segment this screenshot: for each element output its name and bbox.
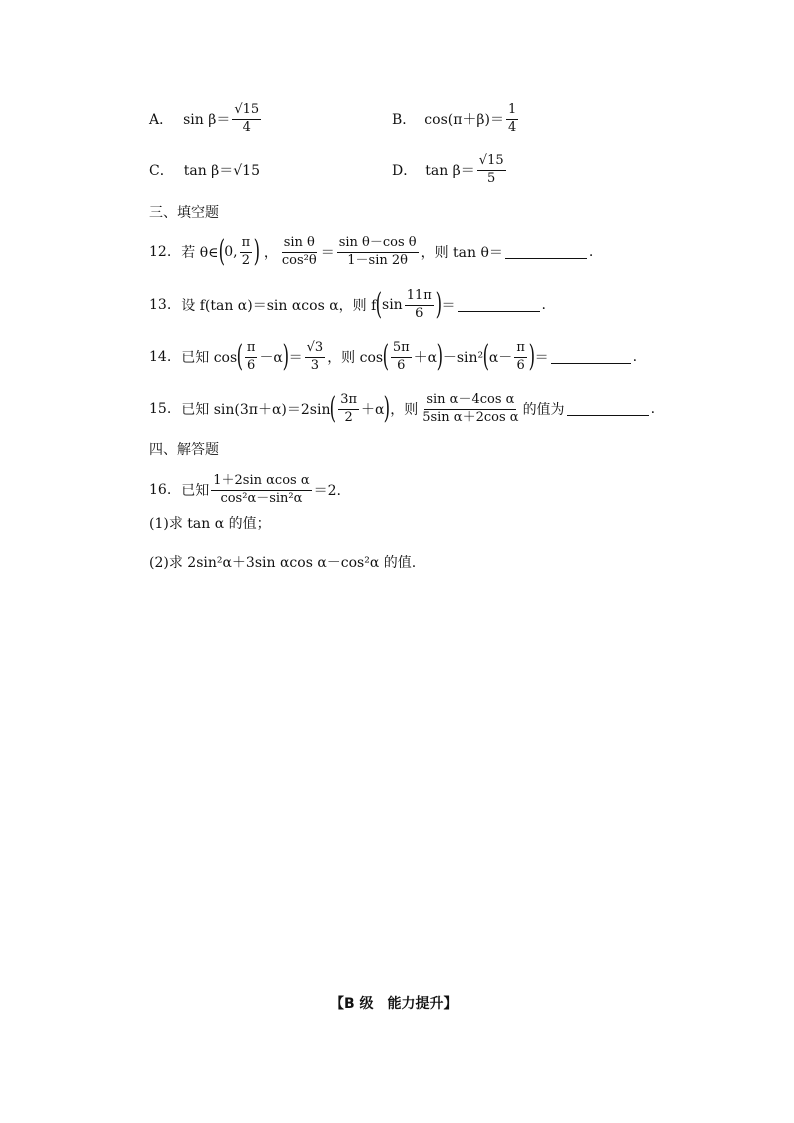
- question-15: [149, 384, 655, 434]
- option-b-fraction: [506, 103, 518, 136]
- q13-f-num: 11π: [405, 289, 434, 306]
- q15-mid: ，则: [390, 402, 419, 418]
- q12-equals: ＝: [320, 245, 335, 261]
- q12-post: ，则 tan θ＝: [420, 245, 503, 261]
- q14-f3-num: 5π: [391, 341, 412, 358]
- q16-part-1: [149, 508, 271, 538]
- q15-pre: 已知 sin(3π＋α)＝2sin: [181, 402, 331, 418]
- option-a: [149, 94, 263, 144]
- q13-inner: sin: [382, 297, 403, 313]
- q15-paren-2: ): [384, 391, 391, 426]
- q14-equals: ＝: [288, 350, 303, 366]
- q16-part1-text: (1)求 tan α 的值；: [149, 516, 271, 532]
- q12-int-den: 2: [241, 252, 250, 268]
- q12-number: 12.: [149, 244, 172, 260]
- q12-pre: 若 θ∈: [181, 245, 219, 261]
- q16-pre: 已知: [181, 483, 210, 499]
- q14-fraction-1: [245, 341, 258, 374]
- q14-m2: ＋α: [413, 350, 438, 366]
- q14-f3-den: 6: [397, 357, 406, 373]
- option-b-label: B．: [392, 112, 417, 128]
- q14-f2-den: 3: [310, 357, 320, 373]
- q13-right-paren: ): [435, 287, 442, 322]
- q12-right-paren: ): [253, 234, 261, 269]
- q14-paren-5: (: [482, 339, 490, 374]
- q15-end: .: [650, 401, 656, 417]
- q14-m4: α－: [488, 350, 513, 366]
- q12-f2-num: sin θ－cos θ: [337, 236, 419, 253]
- q14-f1-den: 6: [247, 357, 256, 373]
- option-a-fraction: [232, 103, 261, 136]
- q14-mid: ，则 cos: [327, 350, 384, 366]
- option-d-label: D．: [392, 163, 418, 179]
- option-b: [392, 94, 520, 144]
- option-d-den: 5: [487, 170, 496, 186]
- q16-part2-text: (2)求 2sin²α＋3sin αcos α－cos²α 的值.: [149, 555, 417, 571]
- option-d-fraction: [477, 154, 506, 187]
- q14-paren-1: (: [236, 339, 244, 374]
- q14-paren-3: (: [382, 339, 390, 374]
- q16-f-num: 1＋2sin αcos α: [211, 474, 311, 491]
- q14-m1: －α: [259, 350, 283, 366]
- q15-fraction-2: [420, 393, 520, 426]
- q12-f2-den: 1－sin 2θ: [347, 252, 408, 268]
- q15-f1-den: 2: [344, 409, 353, 425]
- option-d-num: √15: [477, 154, 506, 171]
- q12-left-paren: (: [218, 234, 225, 269]
- q16-fraction: [211, 474, 311, 507]
- section-heading-solve: 四、解答题: [149, 442, 219, 458]
- q13-f-den: 6: [415, 305, 424, 321]
- q14-f1-num: π: [245, 341, 258, 358]
- q14-pre: 已知 cos: [181, 350, 238, 366]
- option-a-num: √15: [232, 103, 261, 120]
- question-13: [149, 280, 546, 330]
- q14-f2-num: √3: [305, 341, 326, 358]
- q12-end: .: [588, 244, 594, 260]
- q16-post: ＝2.: [313, 483, 341, 499]
- q14-post: ＝: [534, 350, 549, 366]
- q15-fraction-1: [338, 393, 359, 426]
- q12-answer-blank[interactable]: [505, 246, 587, 259]
- q12-fraction-1: [280, 236, 319, 269]
- q14-end: .: [632, 349, 638, 365]
- level-b-heading: 【B 级 能力提升】: [330, 996, 458, 1012]
- q12-interval-end: [240, 236, 253, 269]
- q14-paren-4: ): [436, 339, 444, 374]
- q14-m3: －sin²: [442, 350, 484, 366]
- q12-fraction-2: [337, 236, 419, 269]
- q12-int-num: π: [240, 236, 253, 253]
- q13-answer-blank[interactable]: [458, 299, 540, 312]
- q13-post: ＝: [441, 298, 456, 314]
- q15-f2-den: 5sin α＋2cos α: [422, 409, 519, 425]
- q12-interval-start: 0,: [224, 244, 238, 260]
- q16-f-den: cos²α－sin²α: [220, 490, 303, 506]
- option-b-den: 4: [507, 119, 517, 135]
- q13-end: .: [541, 297, 546, 313]
- q13-pre: 设 f(tan α)＝sin αcos α，则 f: [181, 298, 377, 314]
- q12-f1-den: cos²θ: [281, 252, 317, 268]
- q14-fraction-4: [514, 341, 527, 374]
- option-b-num: 1: [506, 103, 518, 120]
- q13-number: 13.: [149, 297, 172, 313]
- option-a-expr: sin β＝: [183, 112, 231, 128]
- q14-fraction-2: [305, 341, 326, 374]
- option-d-expr: tan β＝: [425, 163, 475, 179]
- q13-left-paren: (: [375, 287, 383, 322]
- option-a-den: 4: [242, 119, 251, 135]
- q14-f4-num: π: [514, 341, 527, 358]
- q14-number: 14.: [149, 349, 172, 365]
- q13-fraction: [405, 289, 434, 322]
- q14-f4-den: 6: [516, 357, 525, 373]
- option-c-label: C．: [149, 163, 174, 179]
- section-heading-fill-blank: 三、填空题: [149, 205, 219, 221]
- q15-paren-1: (: [330, 391, 337, 426]
- q15-answer-blank[interactable]: [567, 403, 649, 416]
- q12-f1-num: sin θ: [282, 236, 317, 253]
- question-12: 12. 若 θ∈ ( 0, $\frac{\pi}{2}$ ) ， $\frac{\text{sin θ}}{\text{cos²θ}}$ ＝ $\frac{\text{sin θ－cos θ}}{1-\sin 2\theta}$ ，则 tan θ＝ .: [149, 234, 594, 269]
- q14-paren-6: ): [528, 339, 535, 374]
- option-d: [392, 145, 508, 195]
- option-c: [149, 145, 260, 195]
- q14-answer-blank[interactable]: [551, 351, 631, 364]
- option-c-expr: tan β＝√15: [183, 163, 260, 179]
- q16-number: 16.: [149, 482, 172, 498]
- option-b-expr: cos(π＋β)＝: [424, 112, 504, 128]
- q15-number: 15.: [149, 401, 172, 417]
- question-14: [149, 332, 637, 382]
- q15-post: 的值为: [522, 402, 565, 418]
- q16-part-2: [149, 547, 416, 577]
- q15-f1-num: 3π: [338, 393, 359, 410]
- q14-paren-2: ): [282, 339, 289, 374]
- option-a-label: A．: [149, 112, 174, 128]
- q15-m1: ＋α: [361, 402, 385, 418]
- q14-fraction-3: [391, 341, 412, 374]
- q15-f2-num: sin α－4cos α: [424, 393, 516, 410]
